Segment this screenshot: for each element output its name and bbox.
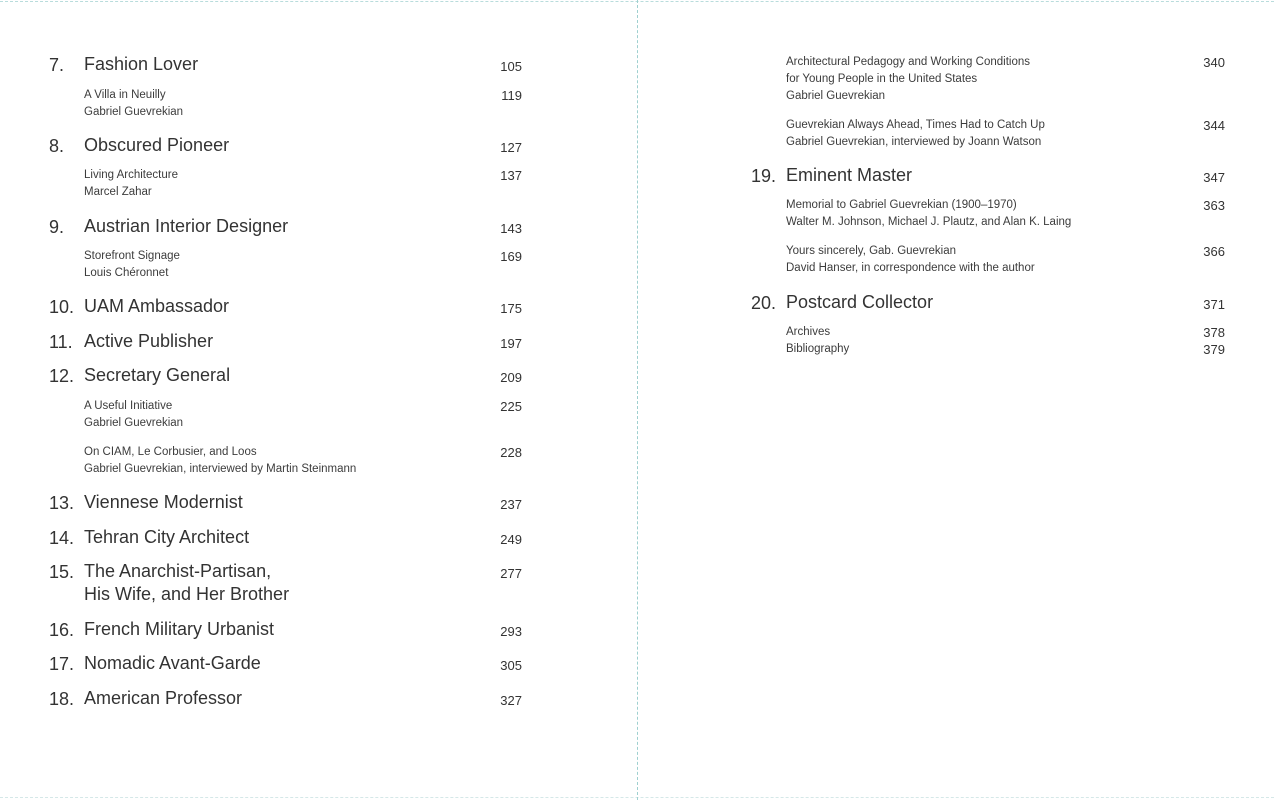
chapter-title: Viennese Modernist — [84, 492, 243, 512]
chapter-number: 17. — [49, 654, 75, 674]
chapter-page: 237 — [500, 497, 522, 512]
section-page: 137 — [500, 168, 522, 183]
chapter-number: 12. — [49, 366, 75, 386]
chapter-title: Tehran City Architect — [84, 527, 250, 547]
section-page: 119 — [501, 88, 522, 103]
chapter-title: Austrian Interior Designer — [84, 216, 289, 236]
chapter-title: The Anarchist-Partisan, — [84, 561, 272, 581]
chapter-page: 249 — [500, 532, 522, 547]
chapter-page: 293 — [500, 624, 522, 639]
chapter-title: French Military Urbanist — [84, 619, 275, 639]
section-author: Louis Chéronnet — [84, 267, 169, 279]
section-page: 366 — [1203, 244, 1225, 259]
section-title: Living Architecture — [84, 169, 178, 181]
chapter-page: 327 — [500, 693, 522, 708]
chapter-page: 197 — [500, 336, 522, 351]
chapter-page: 277 — [500, 566, 522, 581]
section-page: 225 — [500, 399, 522, 414]
chapter-page: 371 — [1203, 297, 1225, 312]
chapter-number: 20. — [751, 293, 777, 313]
section-title: Storefront Signage — [84, 250, 180, 262]
chapter-number: 18. — [49, 689, 75, 709]
right-page — [638, 0, 1274, 800]
chapter-title: Secretary General — [84, 365, 231, 385]
chapter-title: Postcard Collector — [786, 292, 934, 312]
chapter-title: Fashion Lover — [84, 54, 199, 74]
section-page: 363 — [1203, 198, 1225, 213]
chapter-page: 143 — [500, 221, 522, 236]
chapter-page: 105 — [500, 59, 522, 74]
chapter-number: 15. — [49, 562, 75, 582]
chapter-number: 13. — [49, 493, 75, 513]
section-author: Gabriel Guevrekian — [84, 106, 184, 118]
chapter-number: 9. — [49, 217, 65, 237]
chapter-page: 127 — [500, 140, 522, 155]
chapter-number: 10. — [49, 297, 75, 317]
chapter-number: 19. — [751, 166, 777, 186]
section-title: Bibliography — [786, 343, 850, 355]
section-page: 379 — [1203, 342, 1225, 357]
section-author: Gabriel Guevrekian — [786, 90, 886, 102]
section-title: Memorial to Gabriel Guevrekian (1900–1970) — [786, 199, 1017, 211]
section-title-line2: for Young People in the United States — [786, 73, 978, 85]
section-author: Marcel Zahar — [84, 186, 152, 198]
section-title: Architectural Pedagogy and Working Conditions — [786, 56, 1030, 68]
chapter-number: 16. — [49, 620, 75, 640]
section-title: On CIAM, Le Corbusier, and Loos — [84, 446, 257, 458]
section-title: Guevrekian Always Ahead, Times Had to Catch Up — [786, 119, 1045, 131]
chapter-title: American Professor — [84, 688, 243, 708]
chapter-number: 14. — [49, 528, 75, 548]
chapter-number: 8. — [49, 136, 65, 156]
section-author: Gabriel Guevrekian, interviewed by Joann Watson — [786, 136, 1042, 148]
chapter-page: 175 — [500, 301, 522, 316]
chapter-number: 7. — [49, 55, 65, 75]
section-page: 340 — [1203, 55, 1225, 70]
section-title: A Villa in Neuilly — [84, 89, 166, 101]
chapter-page: 209 — [500, 370, 522, 385]
section-author: David Hanser, in correspondence with the author — [786, 262, 1035, 274]
chapter-title-line2: His Wife, and Her Brother — [84, 584, 290, 604]
chapter-title: Active Publisher — [84, 331, 214, 351]
section-author: Walter M. Johnson, Michael J. Plautz, and Alan K. Laing — [786, 216, 1072, 228]
section-page: 228 — [500, 445, 522, 460]
section-page: 378 — [1203, 325, 1225, 340]
section-page: 169 — [500, 249, 522, 264]
chapter-title: UAM Ambassador — [84, 296, 230, 316]
section-title: Yours sincerely, Gab. Guevrekian — [786, 245, 957, 257]
chapter-page: 305 — [500, 658, 522, 673]
chapter-title: Obscured Pioneer — [84, 135, 230, 155]
section-page: 344 — [1203, 118, 1225, 133]
section-author: Gabriel Guevrekian — [84, 417, 184, 429]
left-page — [0, 0, 636, 800]
section-author: Gabriel Guevrekian, interviewed by Martin Steinmann — [84, 463, 357, 475]
section-title: Archives — [786, 326, 831, 338]
chapter-page: 347 — [1203, 170, 1225, 185]
chapter-number: 11. — [49, 332, 73, 352]
section-title: A Useful Initiative — [84, 400, 173, 412]
chapter-title: Eminent Master — [786, 165, 913, 185]
chapter-title: Nomadic Avant-Garde — [84, 653, 261, 673]
